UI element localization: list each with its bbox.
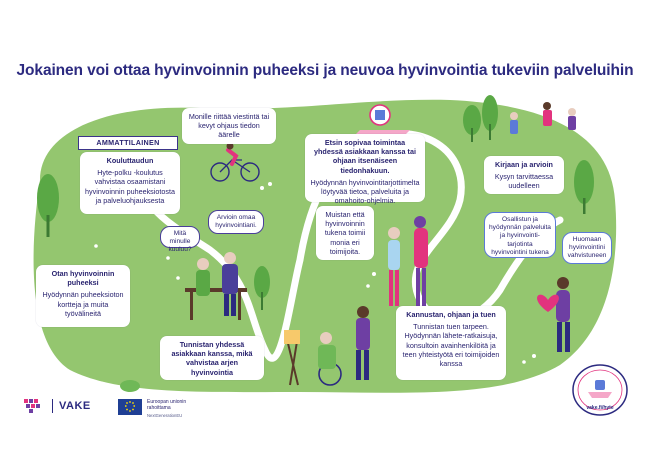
bubble-huomaan: Huomaan hyvinvointini vahvistuneen (562, 232, 612, 264)
box-muistan-text: Muistan että hyvinvoinnin tukena toimii monia eri toimijoita. (324, 210, 366, 256)
box-muistan (316, 206, 374, 260)
box-puheeksi-text: Hyödynnän puheeksioton kortteja ja muita työvälineitä (42, 290, 124, 318)
box-kannustan (396, 306, 506, 380)
box-kirjaan-text: Kysyn tarvittaessa uudelleen (494, 172, 554, 191)
box-monille (182, 108, 276, 144)
bubble-mita: Mitä minulle kuuluu? (160, 226, 200, 248)
box-etsin-text: Hyödynnän hyvinvointitarjottimelta löytyvää tietoa, palveluita ja omahoito-ohjelmia. (310, 177, 420, 206)
box-kirjaan-heading: Kirjaan ja arvioin (495, 160, 553, 169)
box-etsin (305, 134, 425, 206)
box-etsin-heading: Etsin sopivaa toimintaa yhdessä asiakkaan kanssa tai ohjaan itsenäiseen tiedonhakuun. (314, 138, 416, 175)
box-monille-text: Monille riittää viestintä tai kevyt ohjaus tiedon äärelle (188, 112, 270, 140)
eu-flag-icon (118, 399, 142, 415)
bush-bottom-left (120, 380, 140, 392)
box-kannustan-heading: Kannustan, ohjaan ja tuen (406, 310, 496, 319)
stamp-url: vake.fi/hyte (586, 405, 614, 411)
page-title: Jokainen voi ottaa hyvinvoinnin puheeksi ja neuvoa hyvinvointia tukeviin palveluihin (16, 62, 634, 79)
vake-logo (24, 399, 91, 413)
vake-logo-icon (24, 399, 46, 413)
eu-funding-logo (118, 399, 207, 418)
box-puheeksi (36, 265, 130, 327)
box-kirjaan (484, 156, 564, 194)
box-puheeksi-heading: Otan hyvinvoinnin puheeksi (51, 269, 115, 288)
vake-wordmark: VAKE (59, 400, 91, 412)
bubble-osallistun: Osallistun ja hyödynnän palveluita ja hyvinvointi-tarjotinta hyvinvointini tukena (484, 212, 556, 258)
box-kouluttaudun-text: Hyte-polku -koulutus vahvistaa osaamistani hyvinvoinnin puheeksiotosta ja palveluohjauksesta (85, 168, 175, 205)
box-kouluttaudun (80, 152, 180, 214)
eu-line2: NextGenerationEU (147, 412, 183, 418)
eu-text (147, 399, 207, 418)
box-kannustan-text: Tunnistan tuen tarpeen. Hyödynnän lähete-ratkaisuja, konsultoin avainhenkilöitä ja teen yhteistyötä eri toimijoiden kanssa (402, 322, 500, 369)
box-tunnistan (160, 336, 264, 380)
professional-tag: AMMATTILAINEN (78, 136, 178, 150)
box-tunnistan-heading: Tunnistan yhdessä asiakkaan kanssa, mikä vahvistaa arjen hyvinvointia (171, 340, 253, 377)
vake-separator (52, 399, 53, 413)
box-kouluttaudun-heading: Kouluttaudun (106, 156, 154, 165)
bubble-arvioin: Arvioin omaa hyvinvointiani. (208, 210, 264, 234)
eu-line1: Euroopan unionin rahoittama (147, 399, 187, 412)
